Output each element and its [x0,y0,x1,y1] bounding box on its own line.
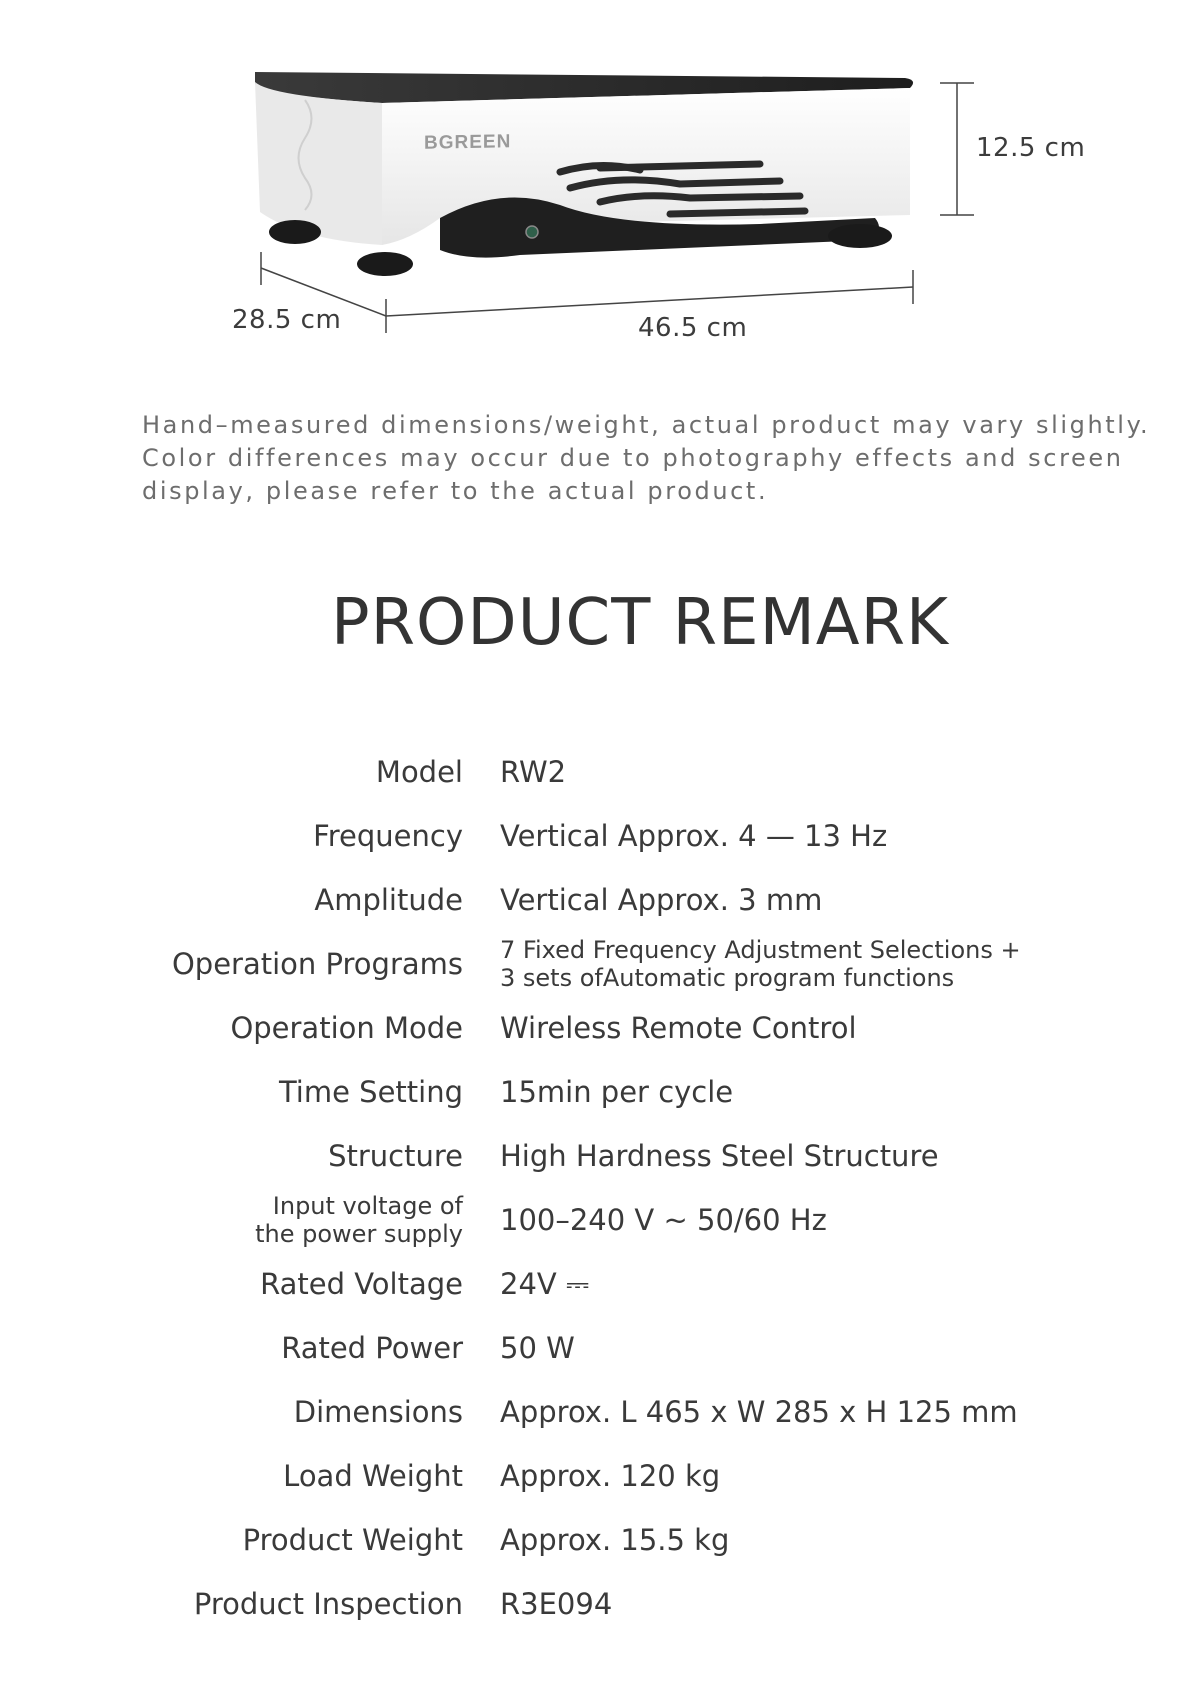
product-figure [0,0,1200,380]
length-dimension-label: 46.5 cm [638,313,748,343]
spec-row-dimensions [0,1380,1200,1444]
spec-label-line: the power supply [255,1220,463,1248]
spec-value [500,932,1021,996]
spec-row-rated-power [0,1316,1200,1380]
spec-row-product-weight [0,1508,1200,1572]
spec-row-frequency [0,804,1200,868]
spec-row-product-inspection [0,1572,1200,1636]
spec-value: Vertical Approx. 4 — 13 Hz [500,819,888,853]
spec-row-operation-programs [0,932,1200,996]
spec-label [255,1188,463,1252]
spec-value: 15min per cycle [500,1075,734,1109]
spec-label: Operation Mode [230,1011,463,1045]
spec-label: Frequency [313,819,463,853]
spec-row-time-setting [0,1060,1200,1124]
spec-label: Structure [328,1139,463,1173]
spec-row-amplitude [0,868,1200,932]
spec-value: RW2 [500,755,567,789]
spec-value: 24V ⎓ [500,1266,590,1301]
spec-row-model [0,740,1200,804]
spec-label: Dimensions [293,1395,463,1429]
spec-value: R3E094 [500,1587,613,1621]
product-illustration [0,0,1200,380]
spec-label: Time Setting [278,1075,463,1109]
spec-label: Product Weight [242,1523,463,1557]
spec-value: 100–240 V ~ 50/60 Hz [500,1203,827,1237]
spec-value-line: 7 Fixed Frequency Adjustment Selections + [500,936,1021,964]
spec-value: Approx. 15.5 kg [500,1523,730,1557]
spec-value: 50 W [500,1331,575,1365]
spec-label: Amplitude [314,883,463,917]
height-dimension-label: 12.5 cm [976,133,1086,163]
spec-label: Product Inspection [193,1587,463,1621]
spec-label: Model [375,755,463,789]
spec-row-operation-mode [0,996,1200,1060]
spec-table [0,740,1200,1636]
section-title: PRODUCT REMARK [330,586,950,660]
spec-row-structure [0,1124,1200,1188]
spec-value: Approx. L 465 x W 285 x H 125 mm [500,1395,1018,1429]
spec-value-line: 3 sets ofAutomatic program functions [500,964,955,992]
brand-logo: BGREEN [424,131,512,154]
spec-row-load-weight [0,1444,1200,1508]
spec-label: Operation Programs [171,947,463,981]
spec-row-input-voltage [0,1188,1200,1252]
disclaimer-text [142,409,1151,508]
disclaimer-line: display, please refer to the actual product. [142,477,769,505]
device-body [255,72,913,276]
spec-value: High Hardness Steel Structure [500,1139,939,1173]
spec-label: Rated Power [281,1331,463,1365]
spec-label: Rated Voltage [260,1267,463,1301]
depth-dimension-label: 28.5 cm [232,305,342,335]
spec-value: Wireless Remote Control [500,1011,857,1045]
spec-row-rated-voltage [0,1252,1200,1316]
disclaimer-line: Color differences may occur due to photography effects and screen [142,444,1124,472]
spec-value: Vertical Approx. 3 mm [500,883,823,917]
spec-label: Load Weight [283,1459,463,1493]
spec-value: Approx. 120 kg [500,1459,721,1493]
spec-label-line: Input voltage of [272,1192,463,1220]
disclaimer-line: Hand–measured dimensions/weight, actual product may vary slightly. [142,411,1151,439]
